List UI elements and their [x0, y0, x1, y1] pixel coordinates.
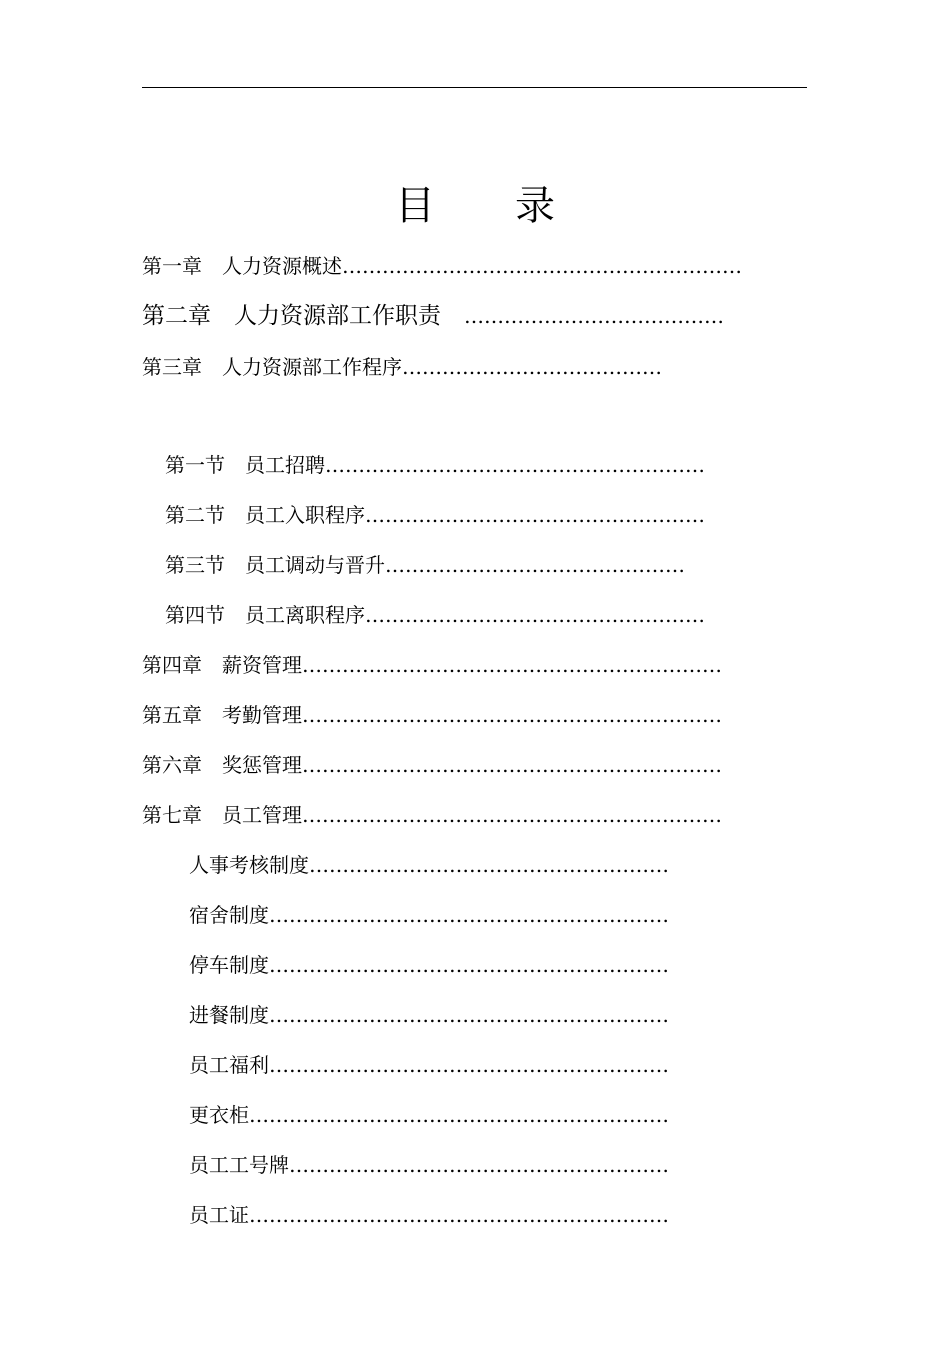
toc-leader-dots: ……………………………………………………… [302, 653, 722, 677]
toc-entry-label: 第二节 员工入职程序 [165, 503, 365, 527]
toc-entry-label: 第六章 奖惩管理 [142, 753, 302, 777]
toc-entry-chapter-5[interactable] [142, 702, 722, 728]
toc-entry-sub-locker[interactable] [189, 1102, 669, 1128]
toc-entry-label: 更衣柜 [189, 1103, 249, 1127]
toc-leader-dots: ……………………………………………………… [249, 1203, 669, 1227]
toc-leader-dots: ……………………………………… [385, 553, 685, 577]
toc-entry-section-4[interactable] [165, 602, 705, 628]
toc-entry-label: 停车制度 [189, 953, 269, 977]
toc-entry-section-3[interactable] [165, 552, 685, 578]
toc-leader-dots: ………………………………… [464, 304, 724, 328]
toc-leader-dots: …………………………………………………… [342, 254, 742, 278]
toc-leader-dots: …………………………………………………… [269, 1053, 669, 1077]
toc-entry-label: 进餐制度 [189, 1003, 269, 1027]
header-rule [142, 87, 807, 88]
toc-leader-dots: …………………………………………… [365, 503, 705, 527]
title-char-left: 目 [395, 183, 435, 229]
toc-entry-sub-welfare[interactable] [189, 1052, 669, 1078]
toc-entry-label: 第三节 员工调动与晋升 [165, 553, 385, 577]
toc-entry-chapter-4[interactable] [142, 652, 722, 678]
toc-leader-dots: ………………………………………………… [325, 453, 705, 477]
toc-entry-label: 第五章 考勤管理 [142, 703, 302, 727]
toc-entry-label: 员工工号牌 [189, 1153, 289, 1177]
toc-entry-sub-personnel-assessment[interactable] [189, 852, 669, 878]
title-char-right: 录 [515, 183, 555, 229]
toc-leader-dots: …………………………………………………… [269, 903, 669, 927]
toc-leader-dots: ……………………………………………………… [302, 703, 722, 727]
toc-leader-dots: …………………………………………………… [269, 1003, 669, 1027]
toc-entry-section-2[interactable] [165, 502, 705, 528]
toc-leader-dots: ……………………………………………………… [302, 803, 722, 827]
toc-entry-chapter-6[interactable] [142, 752, 722, 778]
toc-leader-dots: …………………………………………… [365, 603, 705, 627]
toc-entry-chapter-2[interactable] [142, 303, 724, 329]
toc-leader-dots: ……………………………………………………… [302, 753, 722, 777]
toc-entry-section-1[interactable] [165, 452, 705, 478]
toc-entry-label: 第四章 薪资管理 [142, 653, 302, 677]
toc-entry-label: 第一节 员工招聘 [165, 453, 325, 477]
toc-entry-label: 第二章 人力资源部工作职责 [142, 303, 464, 329]
toc-entry-label: 第三章 人力资源部工作程序 [142, 355, 402, 379]
toc-entry-label: 人事考核制度 [189, 853, 309, 877]
toc-leader-dots: ……………………………………………… [309, 853, 669, 877]
toc-entry-chapter-1[interactable] [142, 253, 742, 279]
toc-entry-chapter-3[interactable] [142, 354, 662, 380]
toc-entry-label: 员工证 [189, 1203, 249, 1227]
toc-entry-sub-dining[interactable] [189, 1002, 669, 1028]
toc-leader-dots: ……………………………………………………… [249, 1103, 669, 1127]
toc-entry-label: 第一章 人力资源概述 [142, 254, 342, 278]
toc-leader-dots: ………………………………………………… [289, 1153, 669, 1177]
toc-leader-dots: ………………………………… [402, 355, 662, 379]
page-title [0, 180, 950, 232]
toc-entry-chapter-7[interactable] [142, 802, 722, 828]
toc-entry-label: 员工福利 [189, 1053, 269, 1077]
toc-entry-sub-badge[interactable] [189, 1152, 669, 1178]
toc-entry-label: 宿舍制度 [189, 903, 269, 927]
toc-entry-label: 第四节 员工离职程序 [165, 603, 365, 627]
toc-entry-label: 第七章 员工管理 [142, 803, 302, 827]
toc-entry-sub-employee-card[interactable] [189, 1202, 669, 1228]
toc-entry-sub-dormitory[interactable] [189, 902, 669, 928]
toc-entry-sub-parking[interactable] [189, 952, 669, 978]
toc-leader-dots: …………………………………………………… [269, 953, 669, 977]
